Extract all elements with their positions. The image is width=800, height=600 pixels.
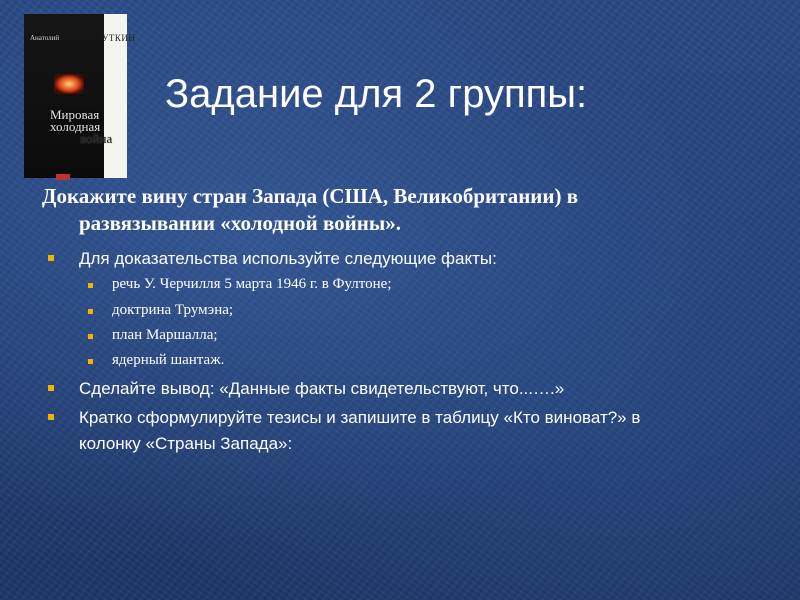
sub-list-item-text: план Маршалла;: [112, 327, 218, 343]
book-title: [50, 109, 142, 145]
task-heading: [42, 183, 762, 237]
book-title-line: Мировая: [50, 107, 100, 122]
publisher-logo: [56, 174, 70, 180]
list-item: [79, 376, 564, 402]
sub-list-item: [112, 327, 218, 344]
book-author-last: УТКИН: [102, 33, 136, 43]
list-item-text-line: колонку «Страны Запада»:: [79, 434, 293, 453]
book-author-first: Анатолий: [30, 34, 60, 42]
bullet-square-icon: [48, 414, 54, 420]
list-item: [79, 405, 640, 457]
sub-list-item: [112, 276, 392, 293]
task-heading-line: развязывании «холодной войны».: [79, 211, 401, 235]
slide-title: Задание для 2 группы:: [165, 72, 588, 116]
book-cover-image: [24, 14, 136, 178]
book-title-line: холодная: [50, 119, 101, 134]
bullet-square-icon: [48, 255, 54, 261]
task-heading-line: Докажите вину стран Запада (США, Великобритании) в: [42, 184, 579, 208]
bullet-square-icon: [88, 309, 93, 314]
sub-list-item-text: речь У. Черчилля 5 марта 1946 г. в Фултоне;: [112, 276, 392, 292]
list-item-text-line: Кратко сформулируйте тезисы и запишите в таблицу «Кто виноват?» в: [79, 408, 641, 427]
bullet-square-icon: [48, 385, 54, 391]
sub-list-item: [112, 302, 233, 319]
book-title-line: война: [80, 131, 113, 146]
sub-list-item-text: ядерный шантаж.: [112, 352, 225, 368]
sub-list-item-text: доктрина Трумэна;: [112, 302, 234, 318]
list-item-text: Для доказательства используйте следующие факты:: [79, 249, 497, 268]
list-item-text: Сделайте вывод: «Данные факты свидетельствуют, что...….»: [79, 379, 565, 398]
sub-list-item: [112, 352, 224, 369]
bullet-square-icon: [88, 283, 93, 288]
bullet-square-icon: [88, 334, 93, 339]
bullet-square-icon: [88, 359, 93, 364]
explosion-graphic: [54, 74, 84, 94]
list-item: [79, 246, 497, 272]
